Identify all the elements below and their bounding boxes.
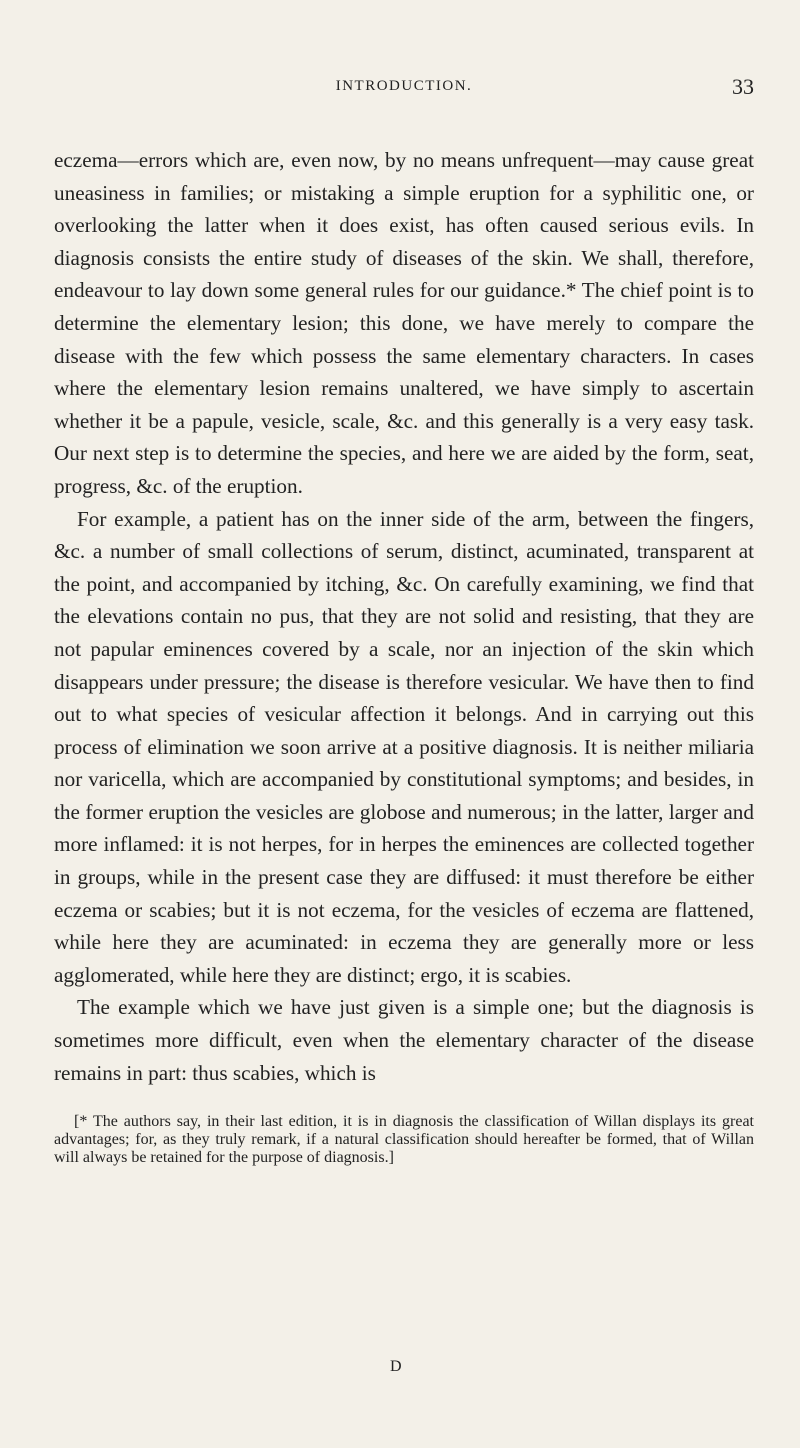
signature-mark: D (390, 1358, 402, 1375)
book-page (54, 74, 754, 1167)
paragraph-3: The example which we have just given is a simple one; but the diagnosis is sometimes more difficult, even when the elementary character of the disease remains in part: thus scabies, which is (54, 995, 754, 1085)
running-title: INTRODUCTION. (335, 78, 473, 94)
body-text (54, 144, 754, 1089)
paragraph-2: For example, a patient has on the inner side of the arm, between the fingers, &c. a number of small collections of serum, distinct, acuminated, transparent at the point, and accompanied by itching, &c. On carefully examining, we find that the elevations contain no pus, that they are not solid and resisting, that they are not papular eminences covered by a scale, nor an injection of the skin which disappears under pressure; the disease is therefore vesicular. We have then to find out to what species of vesicular affection it belongs. And in carrying out this process of elimination we soon arrive at a positive diagnosis. It is neither miliaria nor varicella, which are accompanied by constitutional symptoms; and besides, in the former eruption the vesicles are globose and numerous; in the latter, larger and more inflamed: it is not herpes, for in herpes the eminences are collected together in groups, while in the present case they are diffused: it must therefore be either eczema or scabies; but it is not eczema, for the vesicles of eczema are flattened, while here they are acuminated: in eczema they are generally more or less agglomerated, while here they are distinct; ergo, it is scabies. (54, 506, 754, 987)
page-header (54, 74, 754, 108)
paragraph-1: eczema—errors which are, even now, by no means unfrequent—may cause great uneasiness in families; or mistaking a simple eruption for a syphilitic one, or overlooking the latter when it does exist, has often caused serious evils. In diagnosis consists the entire study of diseases of the skin. We shall, therefore, endeavour to lay down some general rules for our guidance.* The chief point is to determine the elementary lesion; this done, we have merely to compare the disease with the few which possess the same elementary characters. In cases where the elementary lesion remains unaltered, we have simply to ascertain whether it be a papule, vesicle, scale, &c. and this generally is a very easy task. Our next step is to determine the species, and here we are aided by the form, seat, progress, &c. of the eruption. (54, 148, 754, 498)
page-number: 33 (732, 74, 754, 99)
footnote: [* The authors say, in their last edition, it is in diagnosis the classification of Willan displays its great advantages; for, as they truly remark, if a natural classification should hereafter be formed, that of Willan will always be retained for the purpose of diagnosis.] (54, 1113, 754, 1167)
